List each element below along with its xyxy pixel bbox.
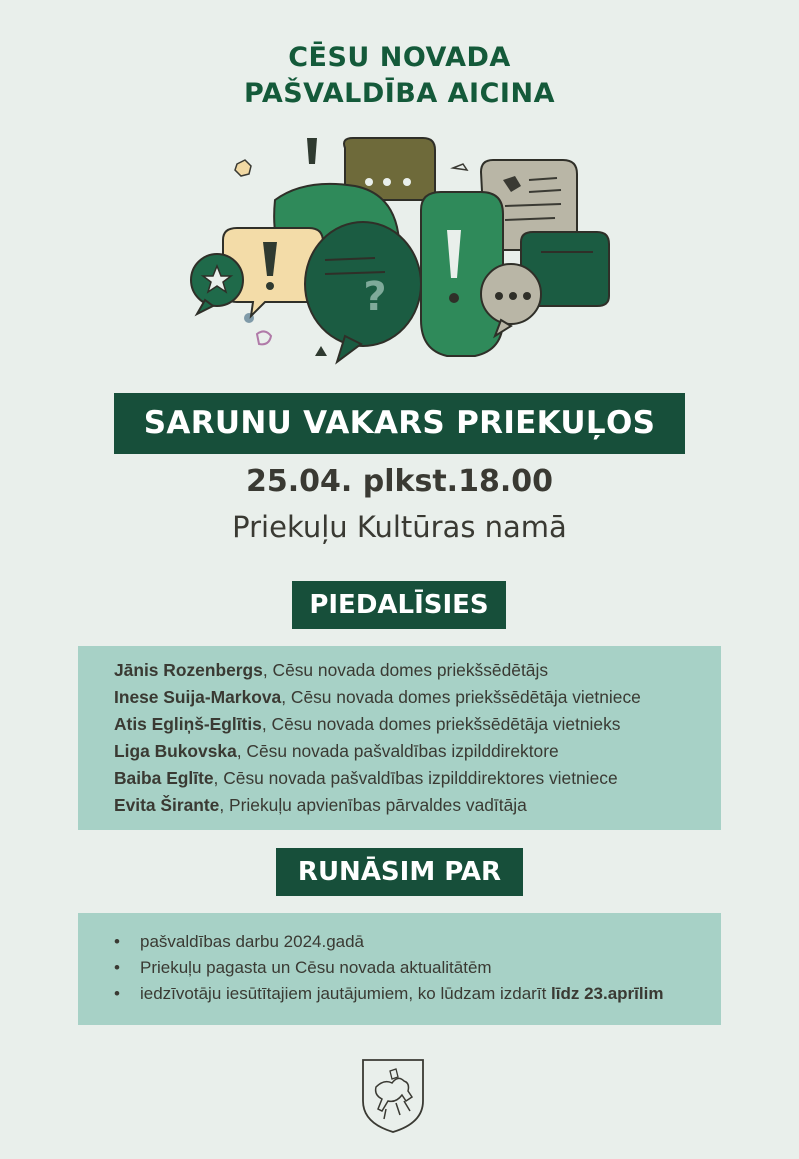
event-datetime: 25.04. plkst.18.00 — [246, 464, 553, 499]
participants-heading: PIEDALĪSIES — [292, 581, 506, 629]
svg-text:?: ? — [363, 274, 387, 320]
header-line-1: CĒSU NOVADA — [288, 42, 511, 73]
bullet: • — [114, 958, 120, 977]
event-venue: Priekuļu Kultūras namā — [232, 510, 567, 544]
event-title: SARUNU VAKARS PRIEKUĻOS — [114, 393, 685, 454]
list-item: • iedzīvotāju iesūtītajiem jautājumiem, ko lūdzam izdarīt līdz 23.aprīlim — [114, 981, 663, 1007]
coat-of-arms-icon — [360, 1057, 426, 1135]
bullet: • — [114, 984, 120, 1003]
list-item: • pašvaldības darbu 2024.gadā — [114, 929, 663, 955]
speech-bubbles-illustration — [185, 130, 615, 370]
list-item: Evita Širante, Priekuļu apvienības pārvaldes vadītāja — [114, 795, 527, 815]
list-item: Inese Suija-Markova, Cēsu novada domes priekšsēdētāja vietniece — [114, 687, 641, 707]
topics-list — [114, 929, 663, 1007]
invitation-header — [0, 40, 799, 112]
bullet: • — [114, 932, 120, 951]
list-item: Liga Bukovska, Cēsu novada pašvaldības izpilddirektore — [114, 741, 559, 761]
list-item: Jānis Rozenbergs, Cēsu novada domes priekšsēdētājs — [114, 660, 549, 680]
participants-list — [114, 657, 641, 819]
header-line-2: PAŠVALDĪBA AICINA — [244, 78, 555, 109]
list-item: • Priekuļu pagasta un Cēsu novada aktualitātēm — [114, 955, 663, 981]
list-item: Atis Egliņš-Eglītis, Cēsu novada domes priekšsēdētāja vietnieks — [114, 714, 621, 734]
topics-heading: RUNĀSIM PAR — [276, 848, 523, 896]
list-item: Baiba Eglīte, Cēsu novada pašvaldības izpilddirektores vietniece — [114, 768, 618, 788]
